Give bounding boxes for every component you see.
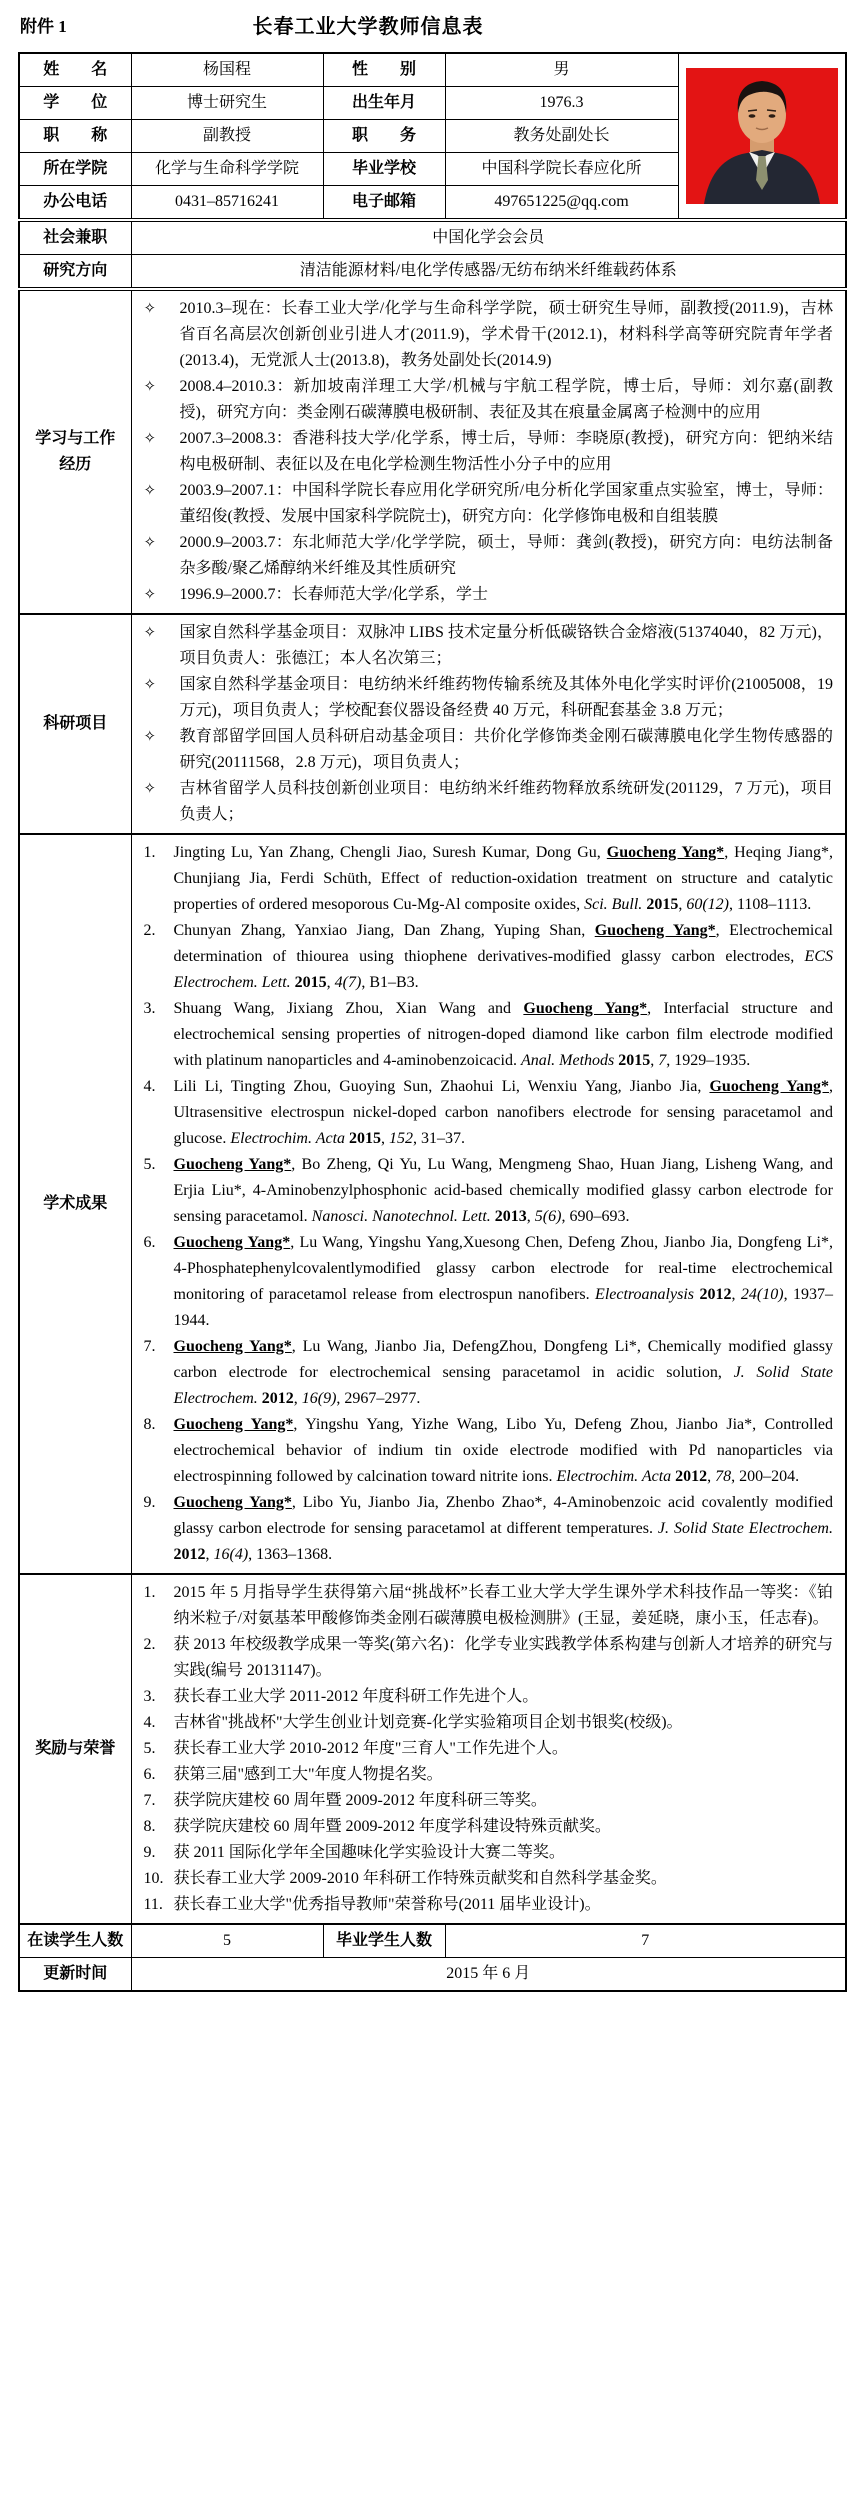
list-item: [140, 1762, 834, 1788]
list-item: [140, 1788, 834, 1814]
list-item: [140, 1580, 834, 1632]
item-text: 2000.9–2003.7：东北师范大学/化学学院，硕士，导师：龚剑(教授)，研究方向：电纺法制备杂多酸/聚乙烯醇纳米纤维及其性质研究: [179, 534, 833, 577]
item-text: 2003.9–2007.1：中国科学院长春应用化学研究所/电分析化学国家重点实验室，博士，导师：董绍俊(教授、发展中国家科学院院士)，研究方向：化学修饰电极和自组装膜: [179, 482, 833, 525]
list-item: [140, 918, 834, 996]
item-text: 2008.4–2010.3：新加坡南洋理工大学/机械与宇航工程学院，博士后，导师：刘尔嘉(副教授)，研究方向：类金刚石碳薄膜电极研制、表征及其在痕量金属离子检测中的应用: [179, 378, 833, 421]
position-label: 职 务: [323, 120, 445, 153]
name-value: 杨国程: [131, 53, 323, 87]
row-social: [19, 220, 846, 255]
item-number: 8.: [143, 1416, 156, 1433]
four-pointed-star-bullet-icon: ✧: [143, 431, 157, 447]
four-pointed-star-bullet-icon: ✧: [143, 379, 157, 395]
list-item: [140, 840, 834, 918]
current-students-label: 在读学生人数: [19, 1924, 131, 1958]
teacher-photo: [686, 68, 838, 204]
item-number: 9.: [143, 1494, 156, 1511]
item-number: 1.: [143, 1584, 156, 1601]
experience-content: [131, 289, 846, 614]
item-text: Guocheng Yang*, Libo Yu, Jianbo Jia, Zhenbo Zhao*, 4-Aminobenzoic acid covalently modified glassy carbon electrode for sensing paracetamol at different temperatures. J. Solid State Electrochem. 2012, 16(4), 1363–1368.: [173, 1494, 834, 1563]
graduated-students-value: 7: [445, 1924, 846, 1958]
position-value: 教务处副处长: [445, 120, 678, 153]
grad-school-label: 毕业学校: [323, 153, 445, 186]
current-students-value: 5: [131, 1924, 323, 1958]
list-item: [140, 1684, 834, 1710]
row-update-time: [19, 1958, 846, 1992]
item-text: 2010.3–现在：长春工业大学/化学与生命科学学院，硕士研究生导师，副教授(2011.9)，吉林省百名高层次创新创业引进人才(2011.9)，学术骨干(2012.1)，材料科学高等研究院青年学者(2013.4)，无党派人士(2013.8)，教务处副处长(2014.9): [179, 300, 833, 369]
list-item: [140, 1840, 834, 1866]
item-text: 获长春工业大学 2011-2012 年度科研工作先进个人。: [173, 1688, 539, 1705]
item-text: 2015 年 5 月指导学生获得第六届“挑战杯”长春工业大学大学生课外学术科技作品一等奖：《铂纳米粒子/对氨基苯甲酸修饰类金刚石碳薄膜电极检测肼》(王显，姜延晓，康小玉，任志春)。: [173, 1584, 833, 1627]
item-number: 10.: [143, 1870, 164, 1887]
list-item: [140, 1230, 834, 1334]
list-item: [140, 1152, 834, 1230]
item-number: 6.: [143, 1234, 156, 1251]
research-direction-value: 清洁能源材料/电化学传感器/无纺布纳米纤维载药体系: [131, 255, 846, 290]
phone-value: 0431–85716241: [131, 186, 323, 221]
item-text: 吉林省留学人员科技创新创业项目：电纺纳米纤维药物释放系统研发(201129，7 万元)，项目负责人；: [179, 780, 833, 823]
item-number: 7.: [143, 1792, 156, 1809]
row-research-direction: [19, 255, 846, 290]
item-text: 2007.3–2008.3：香港科技大学/化学系，博士后，导师：李晓原(教授)，研究方向：钯纳米结构电极研制、表征以及在电化学检测生物活性小分子中的应用: [179, 430, 833, 473]
four-pointed-star-bullet-icon: ✧: [143, 677, 157, 693]
list-item: [140, 1866, 834, 1892]
list-item: [140, 1892, 834, 1918]
list-item: [140, 776, 834, 828]
row-publications: [19, 834, 846, 1574]
publications-content: [131, 834, 846, 1574]
item-number: 6.: [143, 1766, 156, 1783]
experience-label: 学习与工作经历: [19, 289, 131, 614]
info-table: [18, 52, 847, 1992]
row-experience: [19, 289, 846, 614]
item-text: Chunyan Zhang, Yanxiao Jiang, Dan Zhang, Yuping Shan, Guocheng Yang*, Electrochemical determination of thiourea using thiophene derivatives-modified glassy carbon electrodes, ECS Electrochem. Lett. 2015, 4(7), B1–B3.: [173, 922, 833, 991]
row-students: [19, 1924, 846, 1958]
page-header: [18, 8, 845, 42]
four-pointed-star-bullet-icon: ✧: [143, 781, 157, 797]
item-number: 2.: [143, 1636, 156, 1653]
page-title: 长春工业大学教师信息表: [252, 16, 484, 38]
degree-label: 学 位: [19, 87, 131, 120]
birthdate-value: 1976.3: [445, 87, 678, 120]
item-number: 4.: [143, 1714, 156, 1731]
four-pointed-star-bullet-icon: ✧: [143, 301, 157, 317]
social-label: 社会兼职: [19, 220, 131, 255]
college-value: 化学与生命科学学院: [131, 153, 323, 186]
update-time-label: 更新时间: [19, 1958, 131, 1992]
list-item: [140, 296, 834, 374]
name-label: 姓 名: [19, 53, 131, 87]
item-text: 获学院庆建校 60 周年暨 2009-2012 年度科研三等奖。: [173, 1792, 547, 1809]
four-pointed-star-bullet-icon: ✧: [143, 535, 157, 551]
item-text: 获第三届"感到工大"年度人物提名奖。: [173, 1766, 443, 1783]
four-pointed-star-bullet-icon: ✧: [143, 729, 157, 745]
list-item: [140, 374, 834, 426]
item-text: Jingting Lu, Yan Zhang, Chengli Jiao, Suresh Kumar, Dong Gu, Guocheng Yang*, Heqing Jiang*, Chunjiang Jia, Ferdi Schüth, Effect of reduction-oxidation treatment on structure and catalytic properties of ordered mesoporous Cu-Mg-Al composite oxides, Sci. Bull. 2015, 60(12), 1108–1113.: [173, 844, 834, 913]
projects-content: [131, 614, 846, 834]
item-number: 9.: [143, 1844, 156, 1861]
list-item: [140, 724, 834, 776]
list-item: [140, 1814, 834, 1840]
item-text: 获学院庆建校 60 周年暨 2009-2012 年度学科建设特殊贡献奖。: [173, 1818, 611, 1835]
item-text: 国家自然科学基金项目：电纺纳米纤维药物传输系统及其体外电化学实时评价(21005008，19 万元)，项目负责人；学校配套仪器设备经费 40 万元，科研配套基金 3.8 万元；: [179, 676, 833, 719]
item-text: Guocheng Yang*, Bo Zheng, Qi Yu, Lu Wang, Mengmeng Shao, Huan Jiang, Lisheng Wang, and Erjia Liu*, 4-Aminobenzylphosphonic acid-based chemically modified glassy carbon electrode for sensing paracetamol. Nanosci. Nanotechnol. Lett. 2013, 5(6), 690–693.: [173, 1156, 833, 1225]
list-item: [140, 478, 834, 530]
item-text: Guocheng Yang*, Lu Wang, Yingshu Yang,Xuesong Chen, Defeng Zhou, Jianbo Jia, Dongfeng Li*, 4-Phosphatephenylcovalentlymodified glassy carbon electrode for real-time electrochemical monitoring of paracetamol release from electrospun nanofibers. Electroanalysis 2012, 24(10), 1937–1944.: [173, 1234, 834, 1329]
list-item: [140, 530, 834, 582]
research-direction-label: 研究方向: [19, 255, 131, 290]
item-text: 获 2011 国际化学年全国趣味化学实验设计大赛二等奖。: [173, 1844, 565, 1861]
graduated-students-label: 毕业学生人数: [323, 1924, 445, 1958]
social-value: 中国化学会会员: [131, 220, 846, 255]
attachment-label: 附件 1: [20, 17, 67, 36]
four-pointed-star-bullet-icon: ✧: [143, 587, 157, 603]
four-pointed-star-bullet-icon: ✧: [143, 483, 157, 499]
item-number: 5.: [143, 1156, 156, 1173]
gender-value: 男: [445, 53, 678, 87]
list-item: [140, 426, 834, 478]
photo-cell: [678, 53, 846, 220]
item-number: 11.: [143, 1896, 163, 1913]
list-item: [140, 1632, 834, 1684]
publications-label: 学术成果: [19, 834, 131, 1574]
email-label: 电子邮箱: [323, 186, 445, 221]
grad-school-value: 中国科学院长春应化所: [445, 153, 678, 186]
list-item: [140, 1710, 834, 1736]
row-name-gender: [19, 53, 846, 87]
item-number: 3.: [143, 1000, 156, 1017]
item-text: 获长春工业大学 2010-2012 年度"三育人"工作先进个人。: [173, 1740, 568, 1757]
item-text: 获长春工业大学 2009-2010 年科研工作特殊贡献奖和自然科学基金奖。: [173, 1870, 667, 1887]
item-text: Lili Li, Tingting Zhou, Guoying Sun, Zhaohui Li, Wenxiu Yang, Jianbo Jia, Guocheng Yang*, Ultrasensitive electrospun nickel-doped carbon nanofibers electrode for sensing paracetamol and glucose. Electrochim. Acta 2015, 152, 31–37.: [173, 1078, 833, 1147]
list-item: [140, 672, 834, 724]
college-label: 所在学院: [19, 153, 131, 186]
item-number: 2.: [143, 922, 156, 939]
degree-value: 博士研究生: [131, 87, 323, 120]
list-item: [140, 1074, 834, 1152]
list-item: [140, 582, 834, 608]
item-text: 获长春工业大学"优秀指导教师"荣誉称号(2011 届毕业设计)。: [173, 1896, 601, 1913]
item-text: Guocheng Yang*, Lu Wang, Jianbo Jia, DefengZhou, Dongfeng Li*, Chemically modified glassy carbon electrode for electrochemical sensing paracetamol in acidic solution, J. Solid State Electrochem. 2012, 16(9), 2967–2977.: [173, 1338, 834, 1407]
list-item: [140, 996, 834, 1074]
update-time-value: 2015 年 6 月: [131, 1958, 846, 1992]
list-item: [140, 620, 834, 672]
item-number: 8.: [143, 1818, 156, 1835]
item-text: 吉林省"挑战杯"大学生创业计划竞赛-化学实验箱项目企划书银奖(校级)。: [173, 1714, 683, 1731]
title-value: 副教授: [131, 120, 323, 153]
item-text: Shuang Wang, Jixiang Zhou, Xian Wang and Guocheng Yang*, Interfacial structure and electrochemical sensing properties of nitrogen-doped diamond like carbon film electrode modified with platinum nanoparticles and 4-aminobenzoicacid. Anal. Methods 2015, 7, 1929–1935.: [173, 1000, 833, 1069]
item-number: 3.: [143, 1688, 156, 1705]
birthdate-label: 出生年月: [323, 87, 445, 120]
title-label: 职 称: [19, 120, 131, 153]
item-number: 4.: [143, 1078, 156, 1095]
email-value: 497651225@qq.com: [445, 186, 678, 221]
four-pointed-star-bullet-icon: ✧: [143, 625, 157, 641]
item-number: 5.: [143, 1740, 156, 1757]
row-awards: [19, 1574, 846, 1924]
awards-content: [131, 1574, 846, 1924]
item-text: 1996.9–2000.7：长春师范大学/化学系，学士: [179, 586, 488, 603]
list-item: [140, 1334, 834, 1412]
item-number: 7.: [143, 1338, 156, 1355]
awards-label: 奖励与荣誉: [19, 1574, 131, 1924]
item-text: 获 2013 年校级教学成果一等奖(第六名)：化学专业实践教学体系构建与创新人才培养的研究与实践(编号 20131147)。: [173, 1636, 833, 1679]
item-text: 教育部留学回国人员科研启动基金项目：共价化学修饰类金刚石碳薄膜电化学生物传感器的研究(20111568，2.8 万元)，项目负责人；: [179, 728, 833, 771]
list-item: [140, 1736, 834, 1762]
item-text: 国家自然科学基金项目：双脉冲 LIBS 技术定量分析低碳铬铁合金熔液(51374040，82 万元)，项目负责人：张德江；本人名次第三；: [179, 624, 833, 667]
list-item: [140, 1490, 834, 1568]
list-item: [140, 1412, 834, 1490]
row-projects: [19, 614, 846, 834]
item-number: 1.: [143, 844, 156, 861]
item-text: Guocheng Yang*, Yingshu Yang, Yizhe Wang, Libo Yu, Defeng Zhou, Jianbo Jia*, Controlled electrochemical behavior of indium tin oxide electrode modified with Pd nanoparticles via electrospinning followed by calcination toward nitrite ions. Electrochim. Acta 2012, 78, 200–204.: [173, 1416, 833, 1485]
gender-label: 性 别: [323, 53, 445, 87]
phone-label: 办公电话: [19, 186, 131, 221]
projects-label: 科研项目: [19, 614, 131, 834]
